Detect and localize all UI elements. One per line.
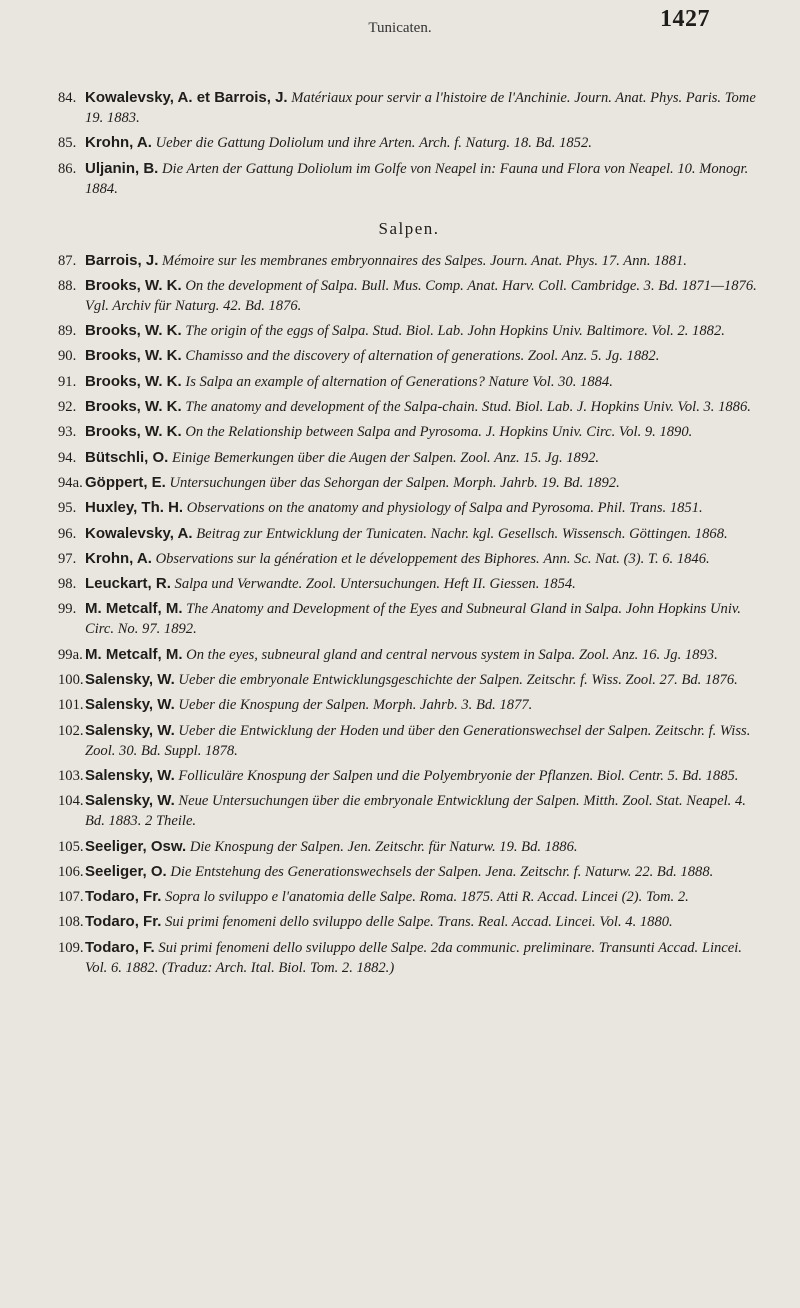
reference-author: Bütschli, O. xyxy=(85,448,169,466)
reference-publication: Zool. Untersuchungen. Heft II. Giessen. 1854. xyxy=(305,576,576,593)
reference-number: 89. xyxy=(58,323,77,340)
reference-number: 102. xyxy=(58,722,84,739)
reference-entry xyxy=(58,276,760,316)
reference-author: Salensky, W. xyxy=(85,696,175,714)
reference-author: Salensky, W. xyxy=(85,766,175,784)
reference-entry xyxy=(58,88,760,128)
reference-entry xyxy=(58,159,760,199)
reference-title: Einige Bemerkungen über die Augen der Salpen. xyxy=(172,449,457,466)
reference-publication: Zeitschr. f. Wiss. Zool. 30. Bd. Suppl. 1878. xyxy=(85,722,751,759)
reference-entry xyxy=(58,372,760,392)
reference-entry xyxy=(58,574,760,594)
reference-number: 109. xyxy=(58,939,84,956)
reference-author: Brooks, W. K. xyxy=(85,423,182,441)
reference-entry xyxy=(58,912,760,932)
reference-author: Salensky, W. xyxy=(85,792,175,810)
reference-author: Todaro, Fr. xyxy=(85,888,162,906)
reference-author: Seeliger, Osw. xyxy=(85,837,187,855)
reference-publication: Arch. f. Naturg. 18. Bd. 1852. xyxy=(419,135,592,152)
reference-author: Krohn, A. xyxy=(85,549,152,567)
reference-author: Leuckart, R. xyxy=(85,575,171,593)
reference-entry xyxy=(58,645,760,665)
reference-title: Salpa und Verwandte. xyxy=(174,576,303,593)
reference-publication: J. Hopkins Univ. Circ. Vol. 9. 1890. xyxy=(485,424,693,441)
reference-title: Folliculäre Knospung der Salpen und die Polyembryonie der Pflanzen. xyxy=(178,767,594,784)
reference-number: 84. xyxy=(58,90,77,106)
reference-author: Brooks, W. K. xyxy=(85,322,182,340)
reference-number: 104. xyxy=(58,793,84,810)
reference-title: Matériaux pour servir a l'histoire de l'Anchinie. xyxy=(291,90,571,106)
reference-number: 101. xyxy=(58,697,84,714)
reference-author: Uljanin, B. xyxy=(85,159,159,177)
reference-entry xyxy=(58,321,760,341)
reference-entry xyxy=(58,721,760,761)
reference-number: 95. xyxy=(58,500,77,517)
reference-title: Sopra lo sviluppo e l'anatomia delle Salpe. xyxy=(165,889,416,906)
reference-author: Göppert, E. xyxy=(85,473,166,491)
reference-group-doliolum xyxy=(58,88,760,199)
reference-number: 86. xyxy=(58,160,77,177)
reference-author: Brooks, W. K. xyxy=(85,398,182,416)
reference-title: The anatomy and development of the Salpa-chain. xyxy=(185,399,479,416)
reference-author: Salensky, W. xyxy=(85,721,175,739)
reference-number: 85. xyxy=(58,135,77,152)
reference-publication: Zool. Anz. 16. Jg. 1893. xyxy=(578,646,718,663)
reference-author: Krohn, A. xyxy=(85,134,152,152)
reference-title: On the development of Salpa. xyxy=(185,277,358,294)
reference-author: M. Metcalf, M. xyxy=(85,645,183,663)
reference-number: 90. xyxy=(58,348,77,365)
reference-entry xyxy=(58,837,760,857)
reference-number: 97. xyxy=(58,550,77,567)
reference-publication: Morph. Jahrb. 19. Bd. 1892. xyxy=(453,474,620,491)
reference-title: Die Entstehung des Generationswechsels der Salpen. xyxy=(170,863,482,880)
reference-title: Sui primi fenomeni dello sviluppo delle Salpe. xyxy=(165,914,434,931)
reference-author: Kowalevsky, A. et Barrois, J. xyxy=(85,89,288,106)
reference-author: Barrois, J. xyxy=(85,251,159,269)
reference-entry xyxy=(58,524,760,544)
reference-publication: Zeitschr. f. Wiss. Zool. 27. Bd. 1876. xyxy=(526,672,738,689)
reference-publication: Bull. Mus. Comp. Anat. Harv. Coll. Cambridge. 3. Bd. 1871—1876. Vgl. Archiv für Naturg. 42. Bd. 1876. xyxy=(85,277,757,314)
reference-publication: Roma. 1875. Atti R. Accad. Lincei (2). Tom. 2. xyxy=(419,889,689,906)
reference-publication: Ann. Sc. Nat. (3). T. 6. 1846. xyxy=(543,550,710,567)
reference-title: Die Knospung der Salpen. xyxy=(189,838,344,855)
reference-entry xyxy=(58,251,760,271)
reference-publication: Phil. Trans. 1851. xyxy=(597,500,703,517)
reference-author: M. Metcalf, M. xyxy=(85,600,183,618)
page-number: 1427 xyxy=(660,6,710,32)
reference-entry xyxy=(58,599,760,639)
reference-entry xyxy=(58,422,760,442)
reference-entry xyxy=(58,448,760,468)
reference-list xyxy=(58,88,760,983)
reference-title: The origin of the eggs of Salpa. xyxy=(185,323,369,340)
reference-title: Chamisso and the discovery of alternation of generations. xyxy=(185,348,525,365)
reference-title: Neue Untersuchungen über die embryonale Entwicklung der Salpen. xyxy=(178,793,580,810)
reference-entry xyxy=(58,887,760,907)
reference-title: Sui primi fenomeni dello sviluppo delle Salpe. 2da communic. preliminare. xyxy=(158,939,596,956)
reference-title: Is Salpa an example of alternation of Generations? xyxy=(185,373,485,390)
reference-author: Brooks, W. K. xyxy=(85,372,182,390)
reference-publication: Jen. Zeitschr. für Naturw. 19. Bd. 1886. xyxy=(347,838,578,855)
reference-number: 98. xyxy=(58,576,77,593)
reference-number: 105. xyxy=(58,838,84,855)
reference-publication: Morph. Jahrb. 3. Bd. 1877. xyxy=(373,697,533,714)
reference-number: 91. xyxy=(58,373,77,390)
reference-entry xyxy=(58,133,760,153)
reference-entry xyxy=(58,695,760,715)
reference-number: 106. xyxy=(58,863,84,880)
reference-title: Ueber die Knospung der Salpen. xyxy=(178,697,370,714)
reference-number: 96. xyxy=(58,525,77,542)
reference-title: On the eyes, subneural gland and central nervous system in Salpa. xyxy=(186,646,576,663)
reference-publication: Zool. Anz. 5. Jg. 1882. xyxy=(527,348,660,365)
reference-publication: Nature Vol. 30. 1884. xyxy=(488,373,613,390)
reference-number: 87. xyxy=(58,252,77,269)
reference-title: Beitrag zur Entwicklung der Tunicaten. xyxy=(196,525,427,542)
reference-entry xyxy=(58,791,760,831)
reference-title: Ueber die Gattung Doliolum und ihre Arten. xyxy=(155,135,416,152)
running-title: Tunicaten. xyxy=(368,20,432,36)
reference-publication: Stud. Biol. Lab. J. Hopkins Univ. Vol. 3. 1886. xyxy=(482,399,751,416)
reference-entry xyxy=(58,397,760,417)
reference-entry xyxy=(58,938,760,978)
reference-entry xyxy=(58,766,760,786)
reference-entry xyxy=(58,862,760,882)
reference-publication: Transunti Accad. Lincei. Vol. 6. 1882. (Traduz: Arch. Ital. Biol. Tom. 2. 1882.) xyxy=(85,939,742,976)
reference-publication: Journ. Anat. Phys. 17. Ann. 1881. xyxy=(490,252,687,269)
section-heading: Salpen. xyxy=(378,218,440,238)
reference-author: Seeliger, O. xyxy=(85,862,167,880)
reference-title: Observations on the anatomy and physiology of Salpa and Pyrosoma. xyxy=(186,500,594,517)
reference-number: 99a. xyxy=(58,646,83,663)
reference-publication: Zool. Anz. 15. Jg. 1892. xyxy=(460,449,600,466)
reference-title: Untersuchungen über das Sehorgan der Salpen. xyxy=(169,474,450,491)
reference-number: 99. xyxy=(58,601,77,618)
reference-author: Brooks, W. K. xyxy=(85,347,182,365)
reference-entry xyxy=(58,549,760,569)
reference-author: Salensky, W. xyxy=(85,671,175,689)
reference-author: Kowalevsky, A. xyxy=(85,524,193,542)
reference-number: 88. xyxy=(58,277,77,294)
reference-title: Die Arten der Gattung Doliolum im Golfe von Neapel in: xyxy=(162,160,497,177)
reference-entry xyxy=(58,670,760,690)
reference-entry xyxy=(58,498,760,518)
reference-author: Todaro, F. xyxy=(85,938,155,956)
reference-number: 103. xyxy=(58,767,84,784)
reference-entry xyxy=(58,473,760,493)
reference-publication: Fauna und Flora von Neapel. 10. Monogr. 1884. xyxy=(85,160,749,197)
reference-title: Mémoire sur les membranes embryonnaires des Salpes. xyxy=(162,252,487,269)
reference-number: 107. xyxy=(58,889,84,906)
reference-publication: Stud. Biol. Lab. John Hopkins Univ. Baltimore. Vol. 2. 1882. xyxy=(372,323,725,340)
reference-publication: Biol. Centr. 5. Bd. 1885. xyxy=(596,767,739,784)
reference-publication: Journ. Anat. Phys. Paris. Tome 19. 1883. xyxy=(85,90,756,126)
reference-number: 108. xyxy=(58,914,84,931)
reference-author: Huxley, Th. H. xyxy=(85,499,184,517)
reference-title: Observations sur la génération et le développement des Biphores. xyxy=(155,550,540,567)
reference-number: 93. xyxy=(58,424,77,441)
reference-number: 94. xyxy=(58,449,77,466)
reference-title: Ueber die Entwicklung der Hoden und über den Generationswechsel der Salpen. xyxy=(178,722,652,739)
reference-publication: Jena. Zeitschr. f. Naturw. 22. Bd. 1888. xyxy=(485,863,714,880)
reference-title: On the Relationship between Salpa and Pyrosoma. xyxy=(185,424,482,441)
reference-title: Ueber die embryonale Entwicklungsgeschichte der Salpen. xyxy=(178,672,523,689)
reference-number: 94a. xyxy=(58,474,83,491)
reference-publication: Mitth. Zool. Stat. Neapel. 4. Bd. 1883. 2 Theile. xyxy=(85,793,746,830)
reference-publication: John Hopkins Univ. Circ. No. 97. 1892. xyxy=(85,601,741,638)
reference-number: 92. xyxy=(58,399,77,416)
reference-author: Todaro, Fr. xyxy=(85,913,162,931)
reference-publication: Nachr. kgl. Gesellsch. Wissensch. Göttingen. 1868. xyxy=(430,525,728,542)
reference-publication: Trans. Real. Accad. Lincei. Vol. 4. 1880. xyxy=(437,914,673,931)
reference-number: 100. xyxy=(58,672,84,689)
reference-entry xyxy=(58,346,760,366)
reference-group-salpen xyxy=(58,251,760,978)
reference-title: The Anatomy and Development of the Eyes and Subneural Gland in Salpa. xyxy=(186,601,623,618)
reference-author: Brooks, W. K. xyxy=(85,276,182,294)
